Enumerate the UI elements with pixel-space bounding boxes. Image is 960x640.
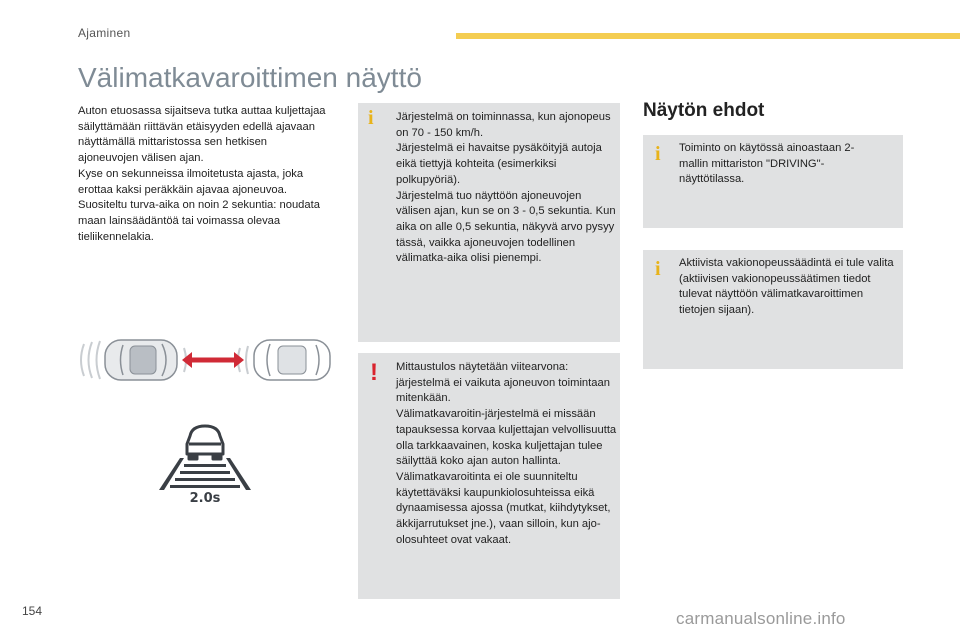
warning-paragraph: Välimatkavaroitin-järjestelmä ei missään tapauksessa korvaa kuljettajan velvollisuutta olla tarkkaavainen, koska kuljettajan tulee säilyttää koko ajan auton hallinta. <box>396 408 617 468</box>
warning-icon: ! <box>370 359 378 386</box>
intro-paragraph: Kyse on sekunneissa ilmoitetusta ajasta, joka erottaa kaksi peräkkäin ajavaa ajoneuvoa. <box>78 167 304 196</box>
lane-markings-icon <box>159 458 251 490</box>
info-paragraph: Järjestelmä tuo näyttöön ajoneuvojen välisen ajan, kun se on 3 - 0,5 sekuntia. Kun aika on alle 0,5 sekuntia, näkyvä arvo pysyy tässä, vaikka ajoneuvojen todellinen välimatka-aika olisi pienempi. <box>396 189 616 265</box>
info-box-cruise-control <box>643 250 903 369</box>
page-number: 154 <box>22 604 43 618</box>
intro-paragraph: Suositeltu turva-aika on noin 2 sekuntia: noudata maan lainsäädäntöä tai voimassa olevaa tieliikennelakia. <box>78 199 320 243</box>
rear-car-icon <box>105 340 177 380</box>
info-box-text: Toiminto on käytössä ainoastaan 2-mallin mittariston "DRIVING"-näyttötilassa. <box>679 142 855 186</box>
warning-box <box>358 353 620 599</box>
distance-arrow-icon <box>182 352 244 368</box>
page-title: Välimatkavaroittimen näyttö <box>78 62 422 93</box>
info-icon: i <box>655 143 661 165</box>
warning-paragraph: Mittaustulos näytetään viitearvona: järjestelmä ei vaikuta ajoneuvon toimintaan mitenkään. <box>396 361 610 405</box>
intro-paragraph: Auton etuosassa sijaitseva tutka auttaa kuljettajaa säilyttämään riittävän etäisyyden edellä ajavaan näyttämällä mittaristossa sen hetkisen ajoneuvojen välisen ajan. <box>78 105 326 165</box>
warning-box-text <box>396 360 618 548</box>
time-gap-readout: 2.0s <box>189 491 221 504</box>
info-paragraph: Järjestelmä ei havaitse pysäköityjä autoja eikä tiettyjä kohteita (esimerkiksi polkupyöriä). <box>396 142 602 186</box>
info-icon: i <box>368 107 374 129</box>
motion-trail-icon <box>81 341 100 379</box>
warning-paragraph: Välimatkavaroitinta ei ole suunniteltu käytettäväksi kaupunkiolosuhteissa eikä dynaamisessa ajossa (mutkat, kiihdytykset, äkkijarrutukset jne.), vaan silloin, kun ajo-olosuhteet ovat vakaat. <box>396 470 611 546</box>
section-heading: Näytön ehdot <box>643 100 765 121</box>
watermark: carmanualsonline.info <box>676 609 846 628</box>
intro-text <box>78 104 328 245</box>
instrument-display-illustration <box>150 422 260 504</box>
vehicle-distance-illustration <box>78 330 340 390</box>
info-box-text <box>396 110 616 267</box>
info-box-text: Aktiivista vakionopeussäädintä ei tule valita (aktiivisen vakionopeussäätimen tiedot tulevat näyttöön välimatkavaroittimen tietojen sijaan). <box>679 257 894 317</box>
section-label: Ajaminen <box>78 26 131 40</box>
info-box-driving-mode <box>643 135 903 228</box>
header-rule <box>456 33 960 39</box>
info-icon: i <box>655 258 661 280</box>
car-front-icon <box>187 426 223 459</box>
info-box-operation <box>358 103 620 342</box>
info-paragraph: Järjestelmä on toiminnassa, kun ajonopeus on 70 - 150 km/h. <box>396 111 611 139</box>
front-car-icon <box>254 340 330 380</box>
